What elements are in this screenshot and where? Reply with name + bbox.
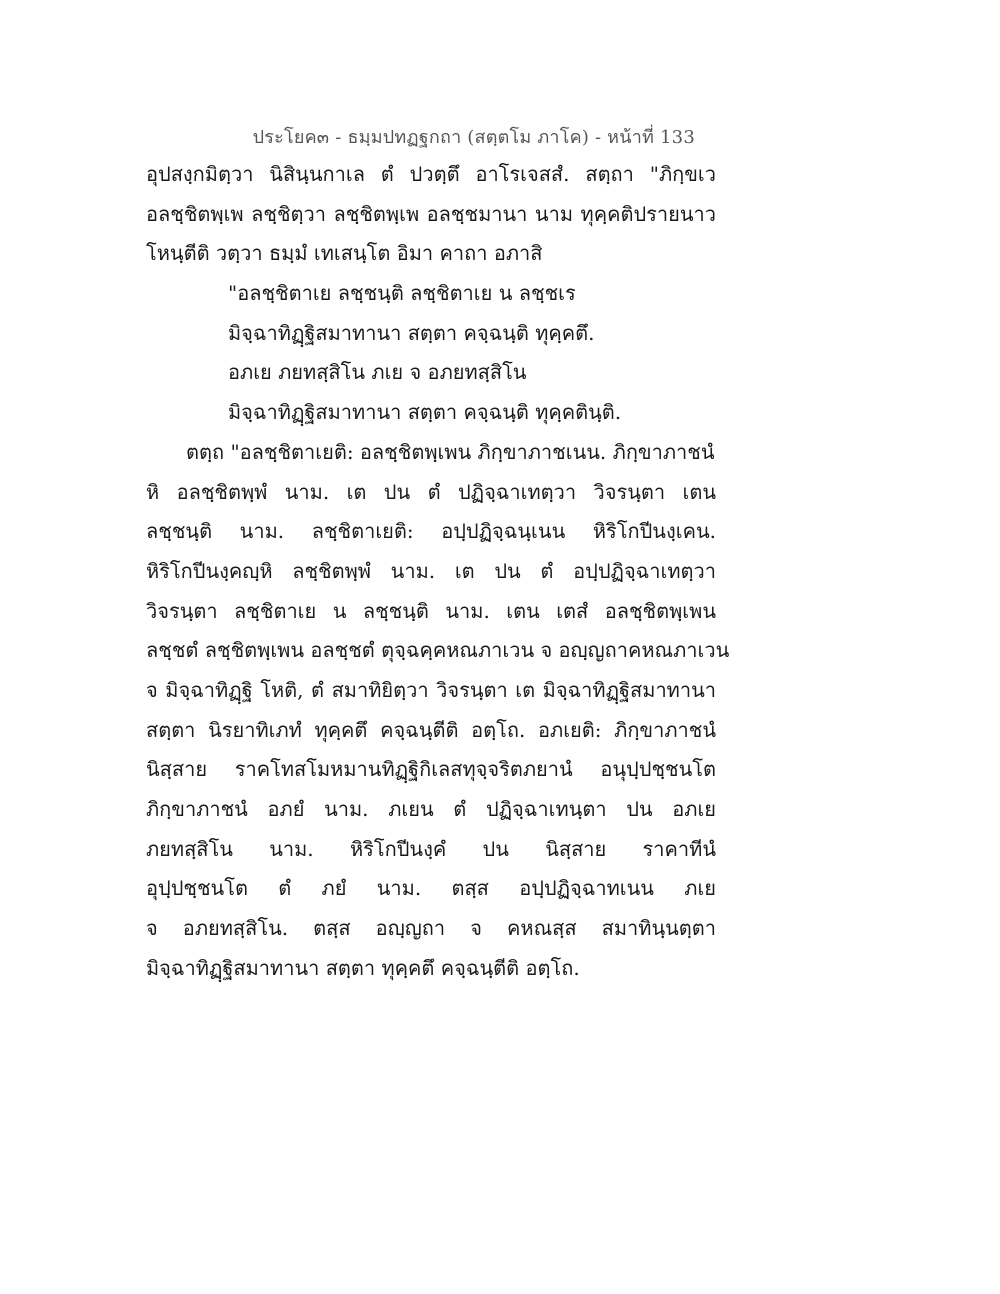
- verse-line: มิจฺฉาทิฏฺฐิสมาทานา สตฺตา คจฺฉนฺติ ทุคฺคตินฺติ.: [228, 400, 622, 425]
- text-line: จ อภยทสฺสิโน. ตสฺส อญฺญถา จ คหณสฺส สมาทินฺนตฺตา: [146, 916, 716, 941]
- text-line: หิริโกปีนงฺคญฺหิ ลชฺชิตพฺพํ นาม. เต ปน ตํ อปฺปฏิจฺฉาเทตฺวา: [146, 558, 716, 583]
- text-line: หิ อลชฺชิตพฺพํ นาม. เต ปน ตํ ปฏิจฺฉาเทตฺวา วิจรนฺตา เตน: [146, 479, 716, 504]
- text-line: มิจฺฉาทิฏฺฐิสมาทานา สตฺตา ทุคฺคตึ คจฺฉนฺตีติ อตฺโถ.: [146, 955, 580, 980]
- body-text: [146, 155, 730, 988]
- paragraph-start-line: ตตฺถ "อลชฺชิตาเยติ: อลชฺชิตพฺเพน ภิกฺขาภาชเนน. ภิกฺขาภาชนํ: [186, 439, 715, 464]
- text-line: วิจรนฺตา ลชฺชิตาเย น ลชฺชนฺติ นาม. เตน เตสํ อลชฺชิตพฺเพน: [146, 598, 716, 623]
- text-line: ภยทสฺสิโน นาม. หิริโกปีนงฺคํ ปน นิสฺสาย ราคาทีนํ: [146, 836, 716, 861]
- verse-line: "อลชฺชิตาเย ลชฺชนฺติ ลชฺชิตาเย น ลชฺชเร: [228, 281, 576, 306]
- text-line: นิสฺสาย ราคโทสโมหมานทิฏฺฐิกิเลสทุจฺจริตภยานํ อนุปฺปชฺชนโต: [146, 757, 716, 782]
- text-line: อุปสงฺกมิตฺวา นิสินฺนกาเล ตํ ปวตฺตึ อาโรเจสสํ. สตฺถา "ภิกฺขเว: [146, 162, 716, 186]
- verse-line: อภเย ภยทสฺสิโน ภเย จ อภยทสฺสิโน: [228, 360, 527, 385]
- text-line: ลชฺชตํ ลชฺชิตพฺเพน อลชฺชตํ ตุจฺฉคฺคหณภาเวน จ อญฺญถาคหณภาเวน: [146, 638, 730, 663]
- verse-line: มิจฺฉาทิฏฺฐิสมาทานา สตฺตา คจฺฉนฺติ ทุคฺคตึ.: [228, 320, 595, 345]
- text-line: อุปฺปชฺชนโต ตํ ภยํ นาม. ตสฺส อปฺปฏิจฺฉาทเนน ภเย: [146, 876, 716, 901]
- text-line: ภิกฺขาภาชนํ อภยํ นาม. ภเยน ตํ ปฏิจฺฉาเทนฺตา ปน อภเย: [146, 797, 716, 821]
- text-line: โหนฺตีติ วตฺวา ธมฺมํ เทเสนฺโต อิมา คาถา อภาสิ: [146, 241, 543, 266]
- running-header: ประโยค๓ - ธมฺมปทฏฐกถา (สตฺตโม ภาโค) - หน้าที่ 133: [252, 127, 695, 148]
- text-line: สตฺตา นิรยาทิเภทํ ทุคฺคตึ คจฺฉนฺตีติ อตฺโถ. อภเยติ: ภิกฺขาภาชนํ: [146, 717, 716, 742]
- text-line: อลชฺชิตพฺเพ ลชฺชิตฺวา ลชฺชิตพฺเพ อลชฺชมานา นาม ทุคฺคติปรายนาว: [146, 201, 716, 226]
- text-line: ลชฺชนฺติ นาม. ลชฺชิตาเยติ: อปฺปฏิจฺฉนฺเนน หิริโกปีนงฺเคน.: [146, 519, 716, 544]
- text-line: จ มิจฺฉาทิฏฺฐิ โหติ, ตํ สมาทิยิตฺวา วิจรนฺตา เต มิจฺฉาทิฏฺฐิสมาทานา: [146, 677, 716, 702]
